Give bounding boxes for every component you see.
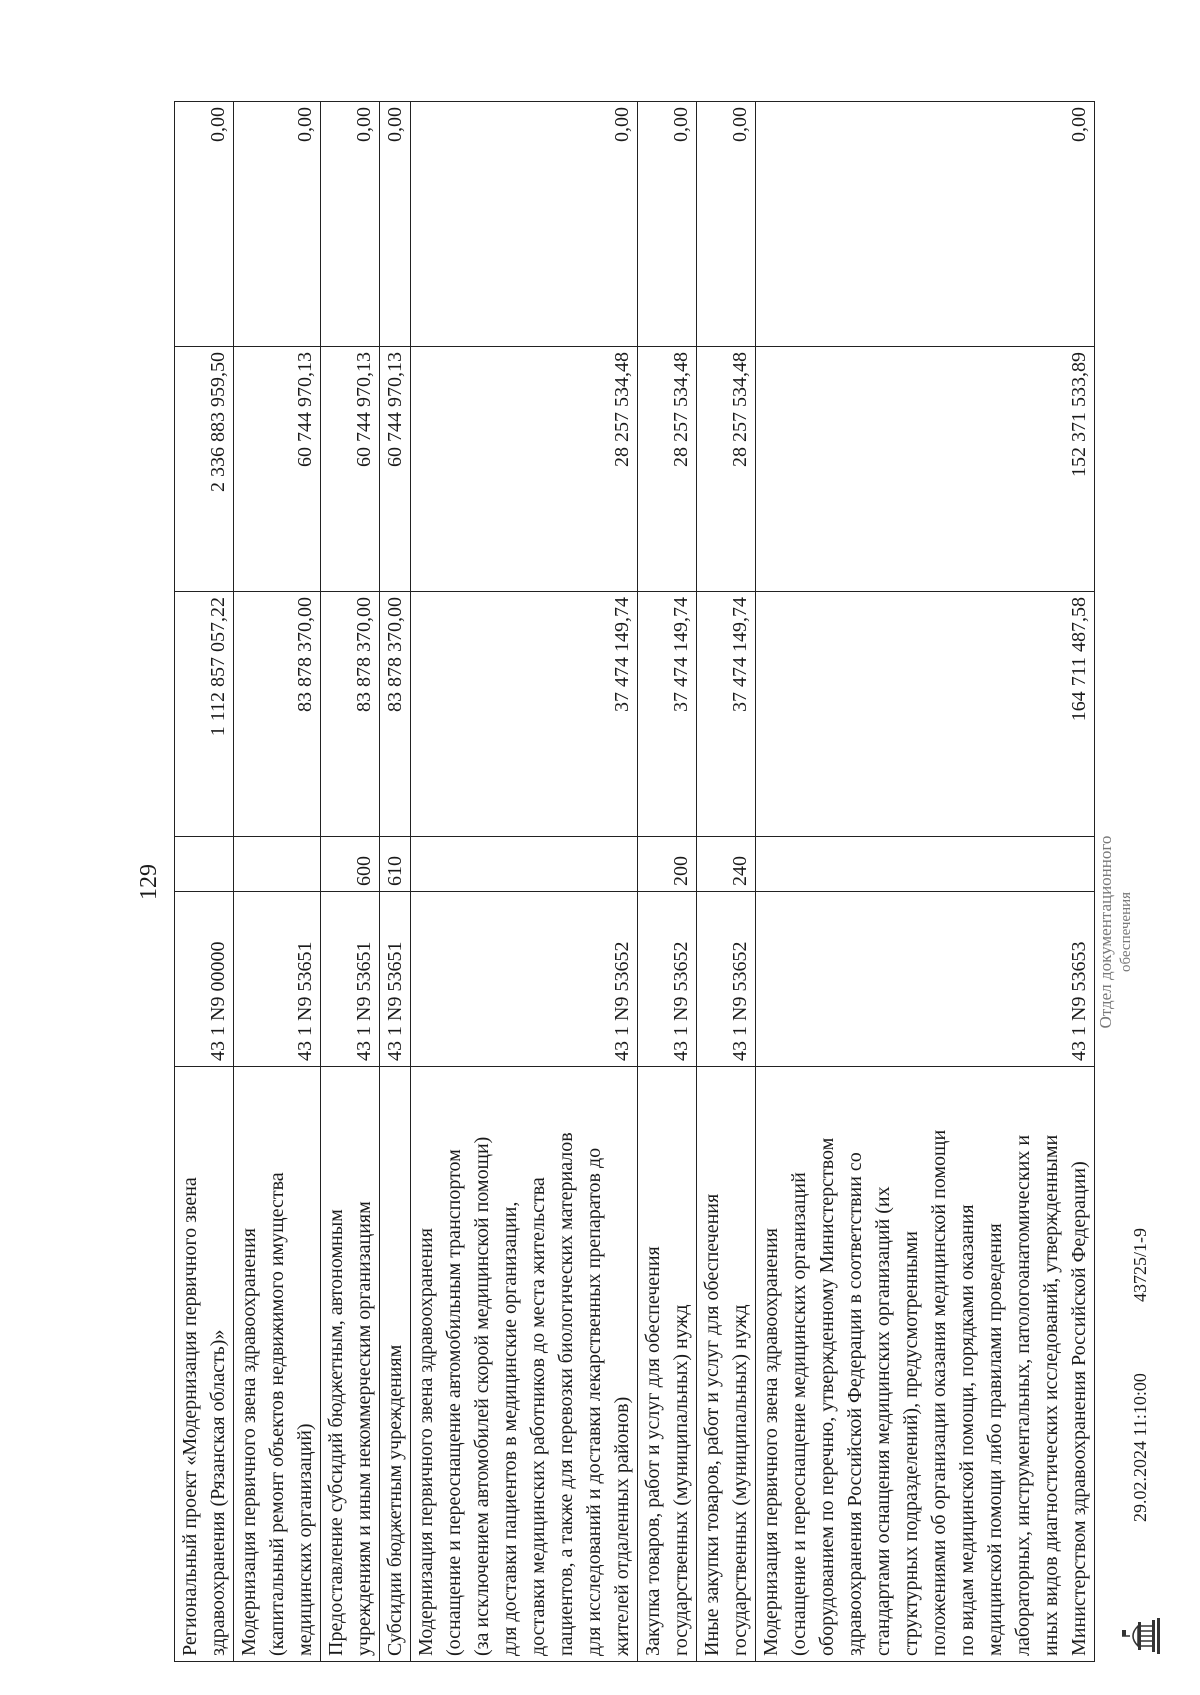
row-code-cell: 43 1 N9 53653	[756, 892, 1095, 1067]
row-sum2-cell: 152 371 533,89	[756, 347, 1095, 592]
row-code-cell: 43 1 N9 53652	[638, 892, 697, 1067]
table-row	[175, 102, 234, 1662]
row-sum1-cell: 83 878 370,00	[234, 592, 321, 837]
table-row	[380, 102, 411, 1662]
row-expense-type-cell	[234, 837, 321, 892]
rotated-page	[118, 102, 1168, 1662]
table-row	[234, 102, 321, 1662]
row-sum1-cell: 83 878 370,00	[321, 592, 380, 837]
row-name-cell: Модернизация первичного звена здравоохранения (оснащение и переоснащение автомобильным транспортом (за исключением автомобилей скорой медицинской помощи) для доставки пациентов в медицинские организации, доставки медицинских работников до места жительства пациентов, а также для перевозки биологических материалов для исследований и доставки лекарственных препаратов до жителей отдаленных районов)	[411, 1067, 638, 1662]
row-code-cell: 43 1 N9 53651	[234, 892, 321, 1067]
row-expense-type-cell: 200	[638, 837, 697, 892]
row-expense-type-cell: 240	[697, 837, 756, 892]
row-expense-type-cell: 600	[321, 837, 380, 892]
row-sum1-cell: 83 878 370,00	[380, 592, 411, 837]
row-name-cell: Региональный проект «Модернизация первичного звена здравоохранения (Рязанская область)»	[175, 1067, 234, 1662]
page-number: 129	[136, 864, 162, 900]
row-sum2-cell: 28 257 534,48	[697, 347, 756, 592]
row-sum2-cell: 60 744 970,13	[380, 347, 411, 592]
row-code-cell: 43 1 N9 53652	[411, 892, 638, 1067]
budget-table	[174, 101, 1095, 1662]
row-sum3-cell: 0,00	[411, 102, 638, 347]
department-stamp	[1096, 817, 1136, 1047]
row-sum2-cell: 28 257 534,48	[638, 347, 697, 592]
row-code-cell: 43 1 N9 53652	[697, 892, 756, 1067]
table-row	[638, 102, 697, 1662]
table-row	[321, 102, 380, 1662]
row-sum3-cell: 0,00	[756, 102, 1095, 347]
duma-building-icon	[1120, 1618, 1162, 1654]
row-sum3-cell: 0,00	[638, 102, 697, 347]
row-code-cell: 43 1 N9 53651	[321, 892, 380, 1067]
row-name-cell: Субсидии бюджетным учреждениям	[380, 1067, 411, 1662]
stamp-line-1: Отдел документационного	[1096, 835, 1115, 1029]
row-sum2-cell: 2 336 883 959,50	[175, 347, 234, 592]
row-name-cell: Закупка товаров, работ и услуг для обеспечения государственных (муниципальных) нужд	[638, 1067, 697, 1662]
page-footer	[1096, 102, 1168, 1662]
row-code-cell: 43 1 N9 00000	[175, 892, 234, 1067]
row-name-cell: Иные закупки товаров, работ и услуг для обеспечения государственных (муниципальных) нужд	[697, 1067, 756, 1662]
row-name-cell: Модернизация первичного звена здравоохранения (капитальный ремонт объектов недвижимого имущества медицинских организаций)	[234, 1067, 321, 1662]
stamp-line-2: обеспечения	[1118, 891, 1134, 973]
row-expense-type-cell	[411, 837, 638, 892]
row-sum2-cell: 60 744 970,13	[234, 347, 321, 592]
row-expense-type-cell	[756, 837, 1095, 892]
row-sum1-cell: 37 474 149,74	[411, 592, 638, 837]
row-sum1-cell: 37 474 149,74	[638, 592, 697, 837]
row-name-cell: Предоставление субсидий бюджетным, автономным учреждениям и иным некоммерческим организациям	[321, 1067, 380, 1662]
row-sum1-cell: 37 474 149,74	[697, 592, 756, 837]
row-expense-type-cell	[175, 837, 234, 892]
row-code-cell: 43 1 N9 53651	[380, 892, 411, 1067]
row-sum3-cell: 0,00	[697, 102, 756, 347]
row-name-cell: Модернизация первичного звена здравоохранения (оснащение и переоснащение медицинских организаций оборудованием по перечню, утвержденному Министерством здравоохранения Российской Федерации в соответствии со стандартами оснащения медицинских организаций (их структурных подразделений), предусмотренными положениями об организации оказания медицинской помощи по видам медицинской помощи, порядками оказания медицинской помощи либо правилами проведения лабораторных, инструментальных, патологоанатомических и иных видов диагностических исследований, утвержденными Министерством здравоохранения Российской Федерации)	[756, 1067, 1095, 1662]
row-sum1-cell: 1 112 857 057,22	[175, 592, 234, 837]
footer-date: 29.02.2024 11:10:00	[1130, 1373, 1150, 1522]
row-sum3-cell: 0,00	[175, 102, 234, 347]
row-sum2-cell: 60 744 970,13	[321, 347, 380, 592]
row-sum3-cell: 0,00	[321, 102, 380, 347]
footer-document-id: 43725/1-9	[1130, 1228, 1150, 1302]
row-sum1-cell: 164 711 487,58	[756, 592, 1095, 837]
row-expense-type-cell: 610	[380, 837, 411, 892]
row-sum3-cell: 0,00	[234, 102, 321, 347]
row-sum3-cell: 0,00	[380, 102, 411, 347]
row-sum2-cell: 28 257 534,48	[411, 347, 638, 592]
table-row	[756, 102, 1095, 1662]
table-row	[697, 102, 756, 1662]
table-row	[411, 102, 638, 1662]
